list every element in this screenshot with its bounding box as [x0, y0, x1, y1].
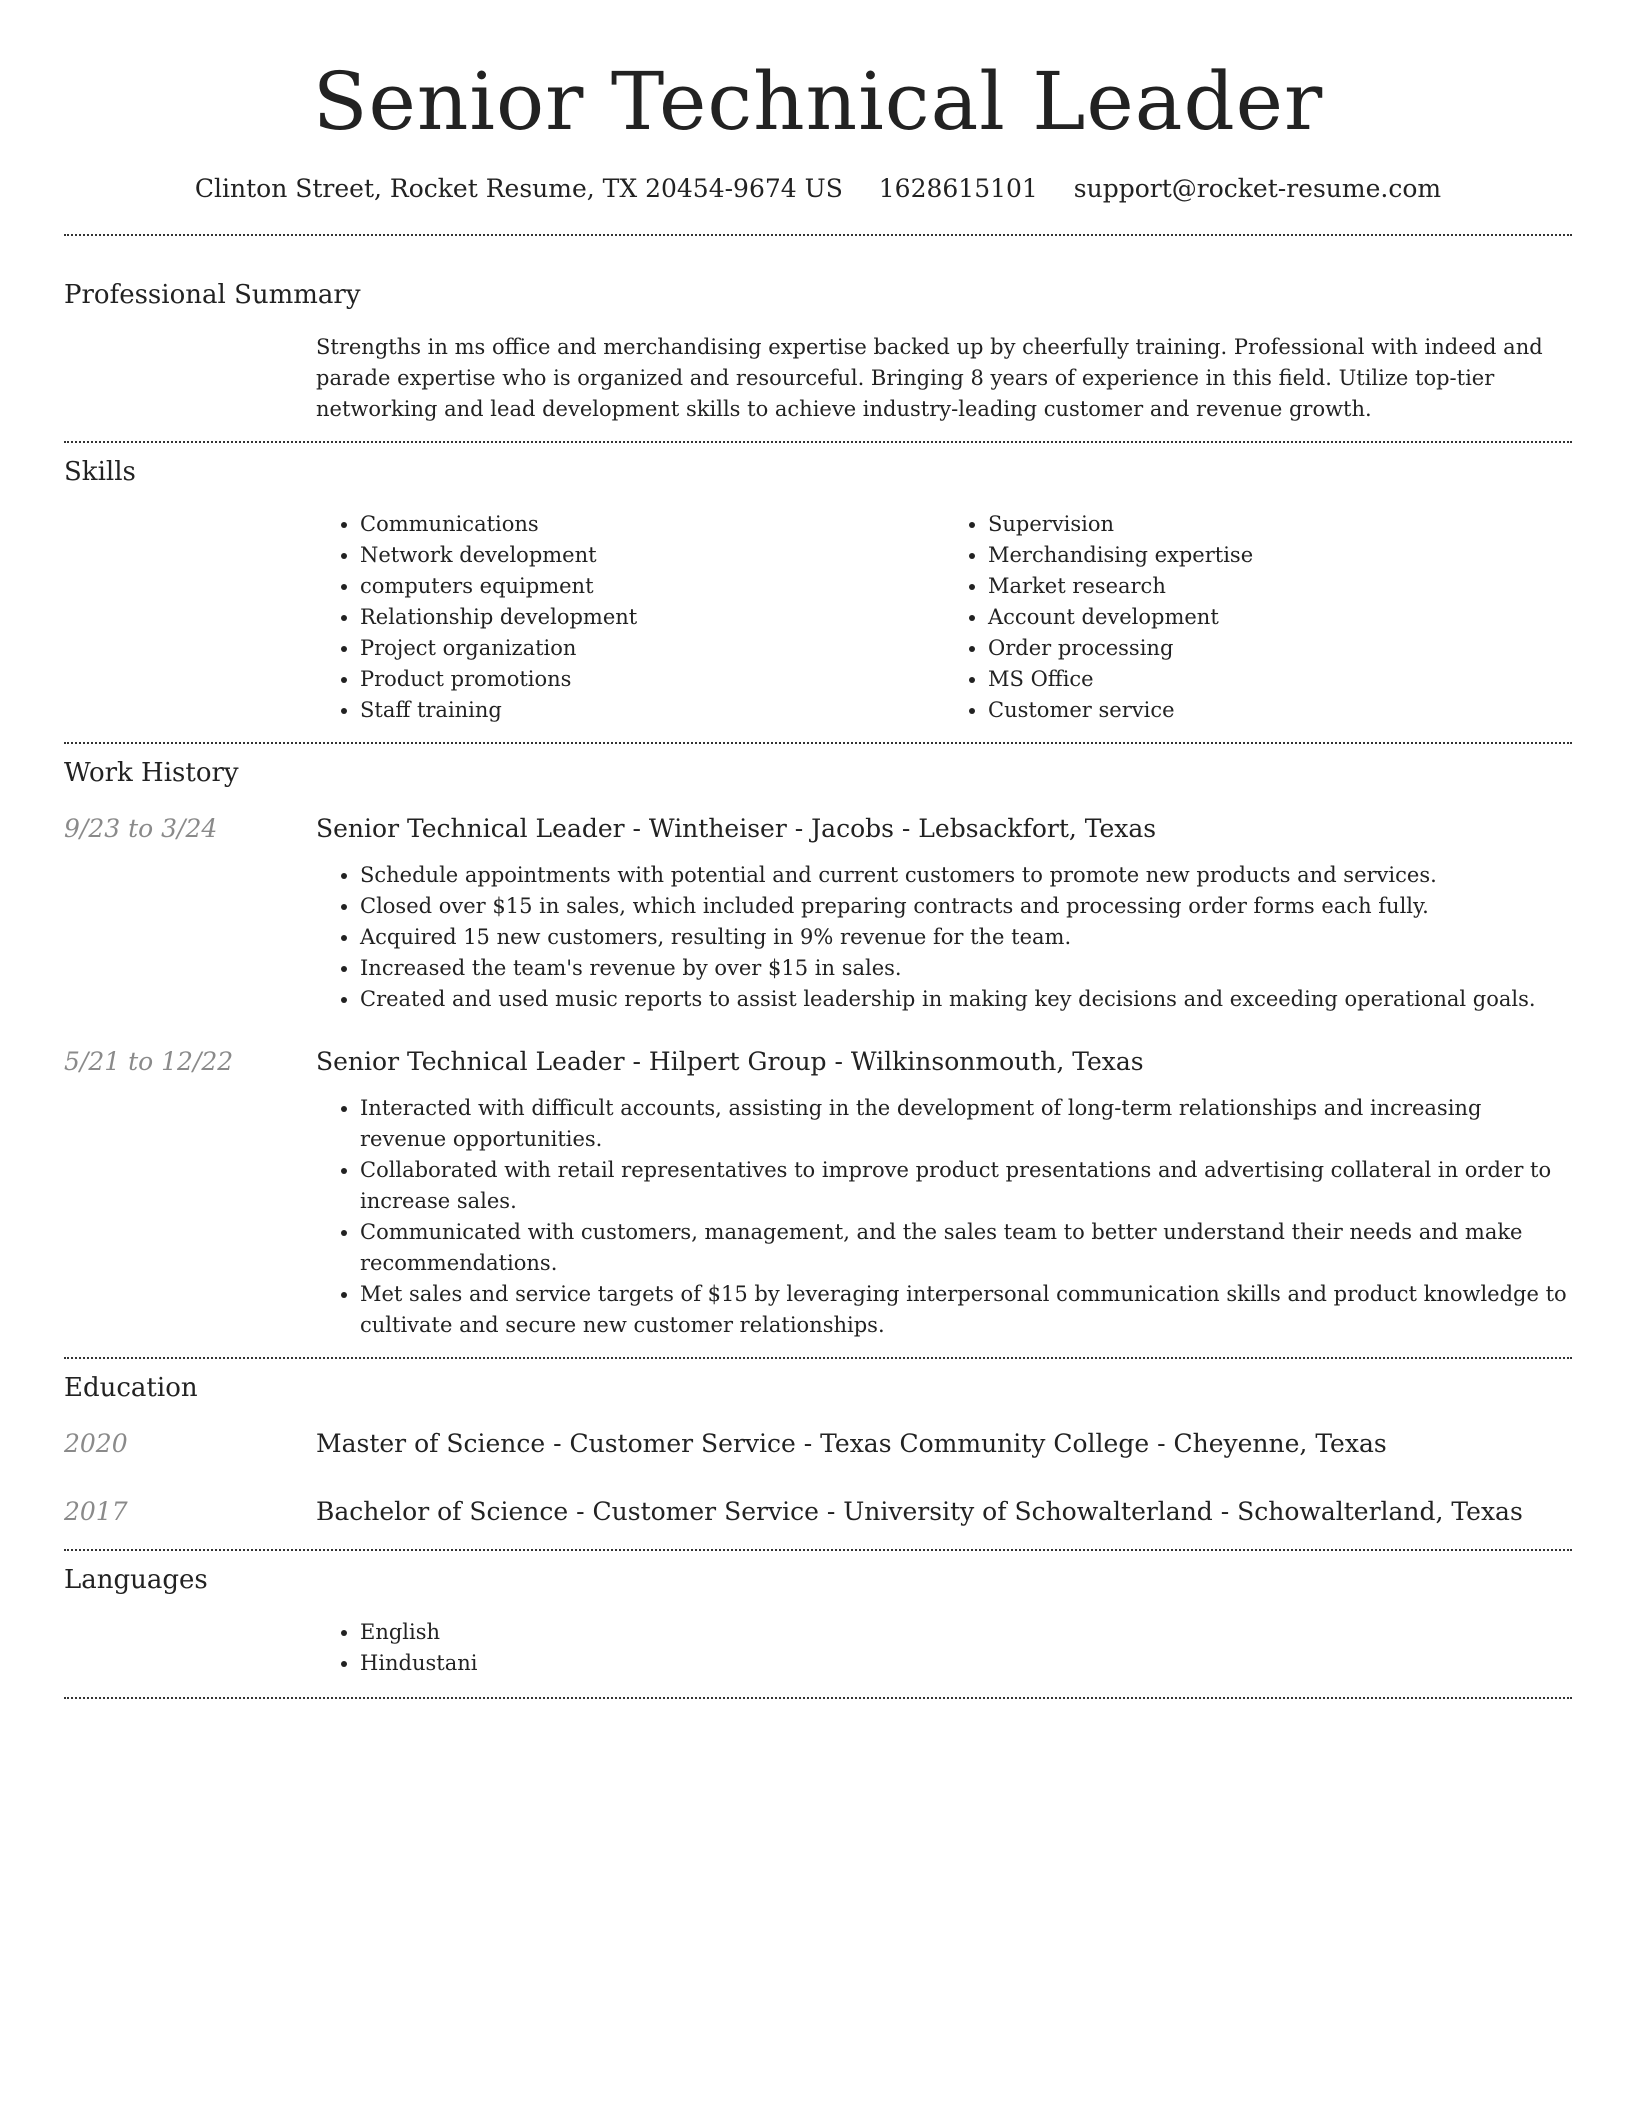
divider: [64, 1549, 1572, 1551]
skill-item: • Market research: [988, 571, 1572, 602]
skill-item: • Order processing: [988, 633, 1572, 664]
summary-text: Strengths in ms office and merchandising expertise backed up by cheerfully training. Professional with indeed and parade expertise who is organized and resourceful. Bringing 8 years of experience in this field. Utilize top-tier networking and lead development skills to achieve industry-leading customer and revenue growth.: [316, 335, 1543, 421]
resume-name: Senior Technical Leader: [312, 55, 1324, 148]
job-bullet: • Schedule appointments with potential and current customers to promote new products and services.: [360, 860, 1572, 891]
skills-column-right: [944, 509, 1572, 726]
education-entry: [64, 1427, 1572, 1461]
skill-item: • MS Office: [988, 664, 1572, 695]
job-bullet: • Met sales and service targets of $15 by leveraging interpersonal communication skills and product knowledge to cultivate and secure new customer relationships.: [360, 1279, 1572, 1341]
languages-list: [316, 1617, 1572, 1679]
resume-page: [64, 0, 1572, 1699]
skill-item: • Product promotions: [360, 664, 944, 695]
skill-item: • Network development: [360, 540, 944, 571]
contact-email: support@rocket-resume.com: [1073, 174, 1442, 203]
skill-item: • Communications: [360, 509, 944, 540]
skill-item: • Staff training: [360, 695, 944, 726]
job-bullet: • Interacted with difficult accounts, assisting in the development of long-term relationships and increasing revenue opportunities.: [360, 1093, 1572, 1155]
contact-address: Clinton Street, Rocket Resume, TX 20454-9674 US: [194, 174, 843, 203]
divider: [64, 441, 1572, 443]
job-bullet: • Acquired 15 new customers, resulting in 9% revenue for the team.: [360, 922, 1572, 953]
education-year: 2020: [64, 1429, 128, 1458]
skills-column-left: [316, 509, 944, 726]
divider: [64, 1697, 1572, 1699]
job-bullets: [316, 1093, 1572, 1341]
job-bullets: [316, 860, 1572, 1015]
job-bullet: • Created and used music reports to assist leadership in making key decisions and exceeding operational goals.: [360, 984, 1572, 1015]
job-bullet: • Communicated with customers, management, and the sales team to better understand their needs and make recommendations.: [360, 1217, 1572, 1279]
skills-list: [316, 509, 1572, 726]
skill-item: • Account development: [988, 602, 1572, 633]
language-item: • Hindustani: [360, 1648, 1572, 1679]
skill-item: • Customer service: [988, 695, 1572, 726]
job-entry: [64, 812, 1572, 846]
job-bullet: • Increased the team's revenue by over $15 in sales.: [360, 953, 1572, 984]
job-title: Senior Technical Leader - Wintheiser - Jacobs - Lebsackfort, Texas: [316, 814, 1157, 843]
divider: [64, 1357, 1572, 1359]
education-title: Master of Science - Customer Service - Texas Community College - Cheyenne, Texas: [316, 1429, 1387, 1458]
job-dates: 9/23 to 3/24: [64, 814, 218, 843]
skill-item: • computers equipment: [360, 571, 944, 602]
section-title-skills: Skills: [64, 457, 136, 487]
job-bullet: • Closed over $15 in sales, which included preparing contracts and processing order forms each fully.: [360, 891, 1572, 922]
skill-item: • Merchandising expertise: [988, 540, 1572, 571]
contact-line: [64, 172, 1572, 206]
section-title-languages: Languages: [64, 1565, 208, 1595]
language-item: • English: [360, 1617, 1572, 1648]
contact-phone: 1628615101: [878, 174, 1038, 203]
education-entry: [64, 1495, 1572, 1529]
education-year: 2017: [64, 1497, 128, 1526]
section-title-work: Work History: [64, 758, 239, 788]
job-dates: 5/21 to 12/22: [64, 1047, 234, 1076]
skill-item: • Project organization: [360, 633, 944, 664]
job-bullet: • Collaborated with retail representatives to improve product presentations and advertising collateral in order to increase sales.: [360, 1155, 1572, 1217]
job-entry: [64, 1045, 1572, 1079]
section-title-summary: Professional Summary: [64, 280, 361, 310]
job-title: Senior Technical Leader - Hilpert Group - Wilkinsonmouth, Texas: [316, 1047, 1144, 1076]
section-title-education: Education: [64, 1373, 198, 1403]
education-title: Bachelor of Science - Customer Service - University of Schowalterland - Schowalterland, Texas: [316, 1497, 1523, 1526]
divider: [64, 742, 1572, 744]
skill-item: • Supervision: [988, 509, 1572, 540]
skill-item: • Relationship development: [360, 602, 944, 633]
divider: [64, 234, 1572, 236]
